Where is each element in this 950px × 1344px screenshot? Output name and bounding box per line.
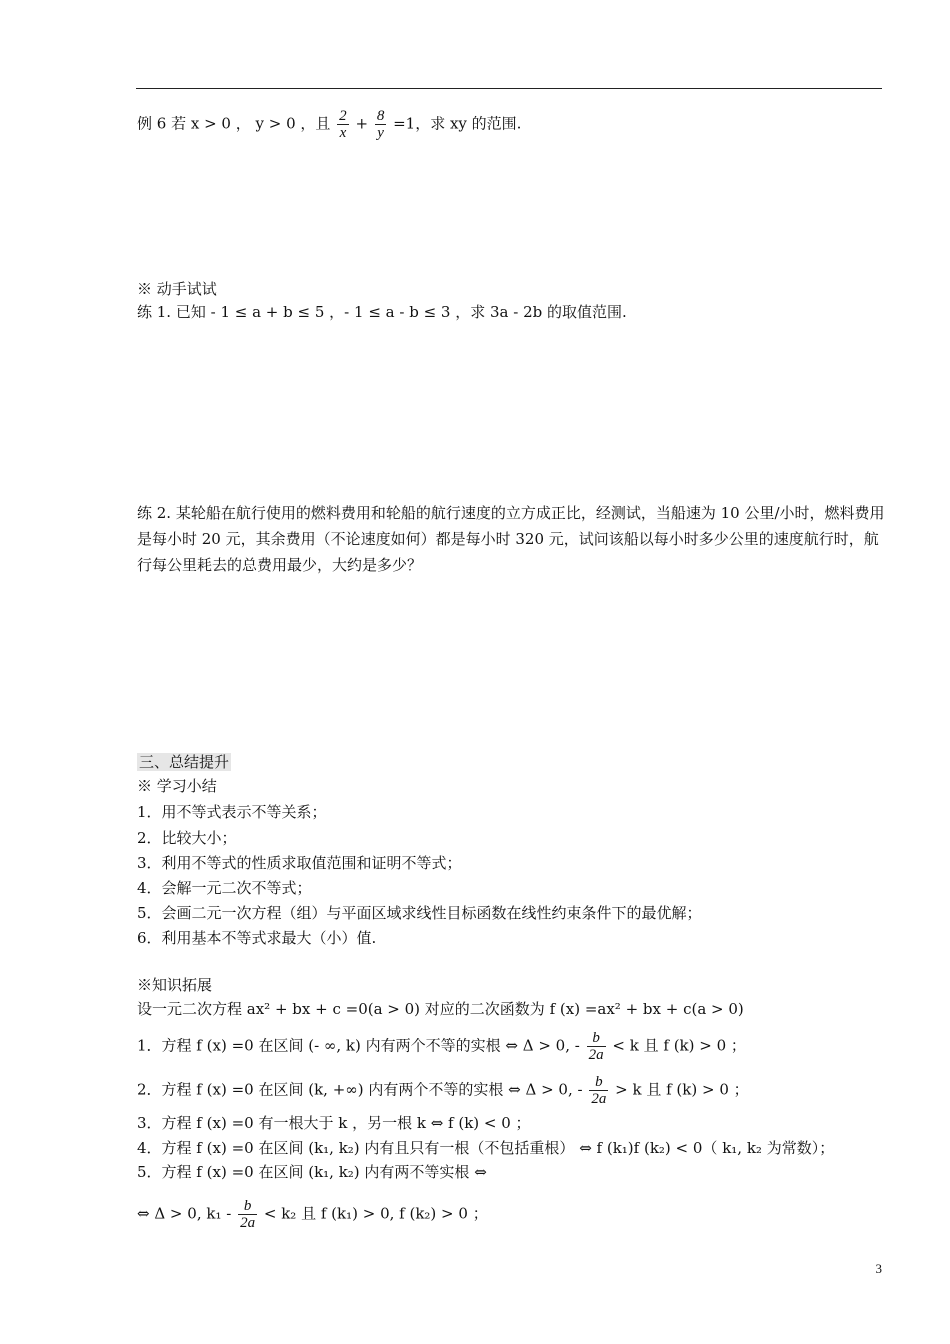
try-heading: ※ 动手试试 [137,280,217,298]
ext5-cond-text: ⇔ Δ > 0, k₁ - [137,1204,232,1223]
summary-item: 1．用不等式表示不等关系； [137,803,327,821]
extension-intro: 设一元二次方程 ax² + bx + c =0(a > 0) 对应的二次函数为 f (x) =ax² + bx + c(a > 0) [137,1000,744,1018]
plus-sign: + [355,114,369,133]
frac1-den: x [339,125,347,141]
summary-heading: ※ 学习小结 [137,777,217,795]
frac-2a: 2a [588,1047,604,1063]
ext2-text: 2．方程 f (x) =0 在区间 (k, +∞) 内有两个不等的实根 ⇔ Δ > 0, - [137,1080,583,1099]
fraction-b-over-2a [587,1030,606,1063]
frac2-den: y [377,125,384,141]
summary-item: 5．会画二元一次方程（组）与平面区域求线性目标函数在线性约束条件下的最优解； [137,904,702,922]
frac-b: b [587,1030,606,1047]
summary-item: 4．会解一元二次不等式； [137,879,312,897]
frac1-num: 2 [339,108,347,124]
extension-item-3: 3．方程 f (x) =0 有一根大于 k ，另一根 k ⇔ f (k) < 0 ； [137,1114,531,1132]
ext5-cond-tail: < k₂ 且 f (k₁) > 0, f (k₂) > 0 ； [263,1204,488,1223]
extension-item-5: 5．方程 f (x) =0 在区间 (k₁, k₂) 内有两不等实根 ⇔ [137,1163,487,1181]
frac-2a: 2a [591,1091,607,1107]
header-rule [136,88,882,89]
ext2-tail: > k 且 f (k) > 0 ； [615,1080,749,1099]
fraction-2-over-x [337,108,349,141]
summary-item: 3．利用不等式的性质求取值范围和证明不等式； [137,854,462,872]
frac2-num: 8 [376,108,385,124]
example-6-text: 例 6 若 x > 0 ， y > 0 ，且 [137,114,331,133]
frac-b: b [238,1198,257,1215]
section-3-heading [137,752,231,772]
fraction-b-over-2a [589,1074,608,1107]
ext1-text: 1．方程 f (x) =0 在区间 (- ∞, k) 内有两个不等的实根 ⇔ Δ > 0, - [137,1036,580,1055]
frac-2a: 2a [240,1215,256,1231]
fraction-b-over-2a [238,1198,257,1231]
page-number: 3 [875,1261,882,1276]
extension-item-2 [137,1074,749,1107]
extension-item-5-condition [137,1198,488,1231]
extension-heading: ※知识拓展 [137,976,213,994]
ext1-tail: < k 且 f (k) > 0 ； [612,1036,746,1055]
extension-item-1 [137,1030,746,1063]
fraction-8-over-y [375,108,387,141]
example-6-suffix: =1，求 xy 的范围. [393,114,522,133]
frac-b: b [589,1074,608,1091]
exercise-2: 练 2. 某轮船在航行使用的燃料费用和轮船的航行速度的立方成正比，经测试，当船速为 10 公里/小时，燃料费用是每小时 20 元，其余费用（不论速度如何）都是每小时 320 元，试问该船以每小时多少公里的速度航行时，航行每公里耗去的总费用最少，大约是多少？ [137,504,885,574]
extension-item-4: 4．方程 f (x) =0 在区间 (k₁, k₂) 内有且只有一根（不包括重根） ⇔ f (k₁)f (k₂) < 0（ k₁, k₂ 为常数）； [137,1139,835,1157]
exercise-1: 练 1. 已知 - 1 ≤ a + b ≤ 5 ，- 1 ≤ a - b ≤ 3 ，求 3a - 2b 的取值范围. [137,303,627,321]
example-6 [137,108,521,141]
summary-item: 2．比较大小； [137,829,237,847]
summary-item: 6．利用基本不等式求最大（小）值. [137,929,377,947]
section-3-title: 三、总结提升 [139,753,230,771]
